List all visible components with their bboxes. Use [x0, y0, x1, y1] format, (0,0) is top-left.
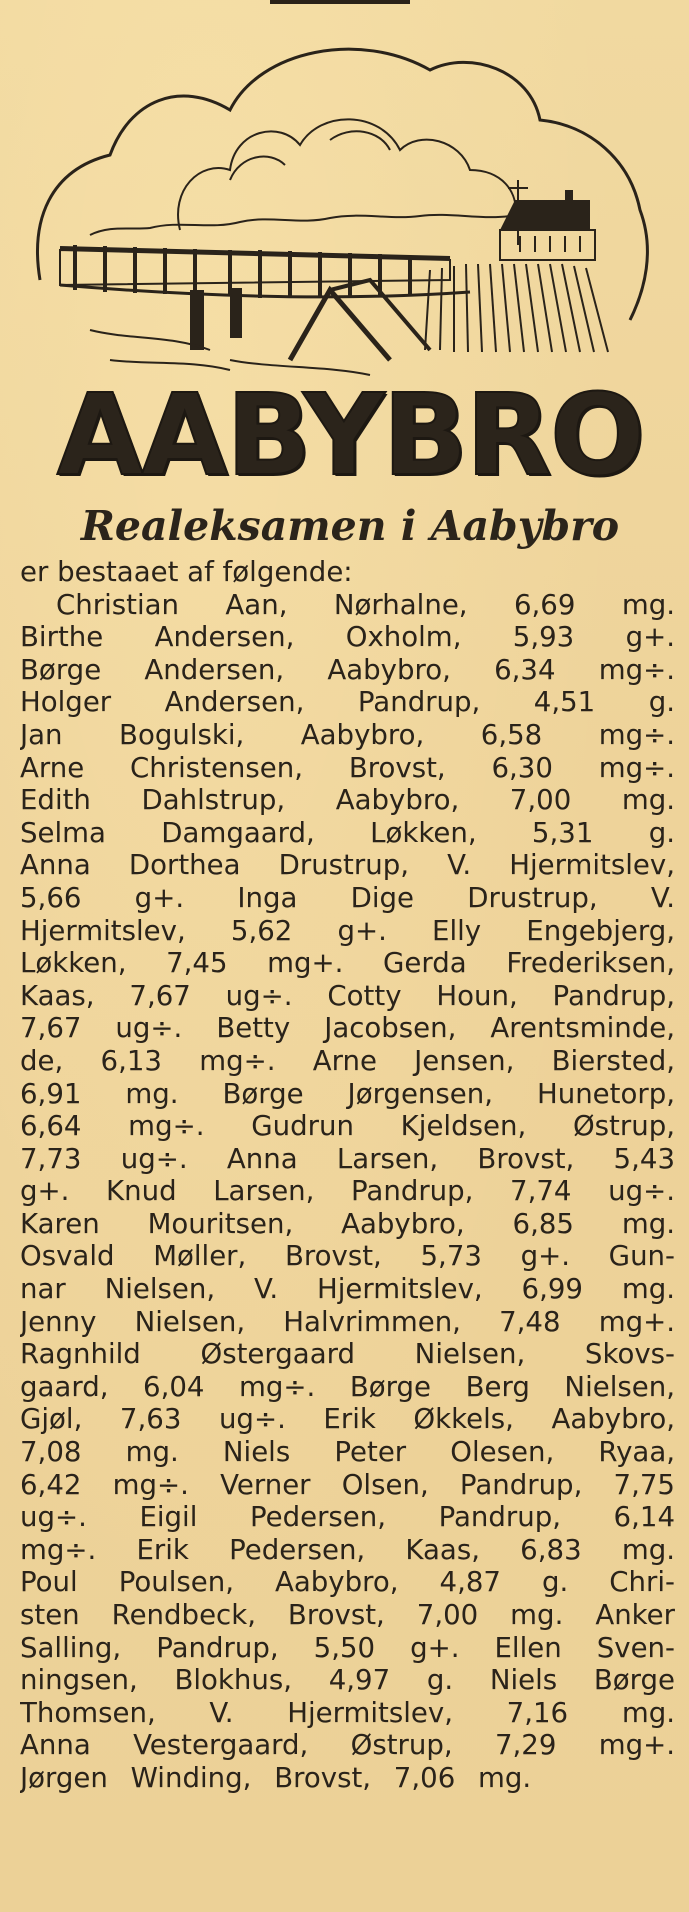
text-line: 7,73 ug÷. Anna Larsen, Brovst, 5,43 — [20, 1142, 675, 1175]
article-intro: er bestaaet af følgende: — [20, 555, 353, 588]
text-line: Edith Dahlstrup, Aabybro, 7,00 mg. — [20, 784, 675, 817]
text-line: de, 6,13 mg÷. Arne Jensen, Biersted, — [20, 1044, 675, 1077]
text-line: Thomsen, V. Hjermitslev, 7,16 mg. — [20, 1696, 675, 1729]
text-line: 7,67 ug÷. Betty Jacobsen, Arentsminde, — [20, 1012, 675, 1045]
text-line: Kaas, 7,67 ug÷. Cotty Houn, Pandrup, — [20, 979, 675, 1012]
text-line: gaard, 6,04 mg÷. Børge Berg Nielsen, — [20, 1370, 675, 1403]
text-line: 6,91 mg. Børge Jørgensen, Hunetorp, — [20, 1077, 675, 1110]
text-line: ug÷. Eigil Pedersen, Pandrup, 6,14 — [20, 1501, 675, 1534]
text-line: Jenny Nielsen, Halvrimmen, 7,48 mg+. — [20, 1305, 675, 1338]
article-body — [20, 556, 675, 1795]
text-line: Birthe Andersen, Oxholm, 5,93 g+. — [20, 621, 675, 654]
text-line: Hjermitslev, 5,62 g+. Elly Engebjerg, — [20, 914, 675, 947]
text-line: Holger Andersen, Pandrup, 4,51 g. — [20, 686, 675, 719]
text-line: Anna Dorthea Drustrup, V. Hjermitslev, — [20, 849, 675, 882]
text-line: Salling, Pandrup, 5,50 g+. Ellen Sven- — [20, 1631, 675, 1664]
text-line: 6,64 mg÷. Gudrun Kjeldsen, Østrup, — [20, 1110, 675, 1143]
bridge-illustration — [30, 30, 670, 400]
text-line: Jan Bogulski, Aabybro, 6,58 mg÷. — [20, 718, 675, 751]
text-line: Gjøl, 7,63 ug÷. Erik Økkels, Aabybro, — [20, 1403, 675, 1436]
article-heading: Realeksamen i Aabybro — [80, 502, 620, 550]
text-line: Karen Mouritsen, Aabybro, 6,85 mg. — [20, 1207, 675, 1240]
text-line: Ragnhild Østergaard Nielsen, Skovs- — [20, 1338, 675, 1371]
text-line: Løkken, 7,45 mg+. Gerda Frederiksen, — [20, 947, 675, 980]
text-line: Anna Vestergaard, Østrup, 7,29 mg+. — [20, 1729, 675, 1762]
text-line: 6,42 mg÷. Verner Olsen, Pandrup, 7,75 — [20, 1468, 675, 1501]
text-line: Børge Andersen, Aabybro, 6,34 mg÷. — [20, 653, 675, 686]
text-line: g+. Knud Larsen, Pandrup, 7,74 ug÷. — [20, 1175, 675, 1208]
text-line: Arne Christensen, Brovst, 6,30 mg÷. — [20, 751, 675, 784]
text-line: 7,08 mg. Niels Peter Olesen, Ryaa, — [20, 1436, 675, 1469]
text-line: nar Nielsen, V. Hjermitslev, 6,99 mg. — [20, 1273, 675, 1306]
text-line: mg÷. Erik Pedersen, Kaas, 6,83 mg. — [20, 1533, 675, 1566]
text-line: Selma Damgaard, Løkken, 5,31 g. — [20, 816, 675, 849]
text-line: Osvald Møller, Brovst, 5,73 g+. Gun- — [20, 1240, 675, 1273]
top-rule — [270, 0, 410, 4]
text-line: ningsen, Blokhus, 4,97 g. Niels Børge — [20, 1664, 675, 1697]
text-line: 5,66 g+. Inga Dige Drustrup, V. — [20, 881, 675, 914]
text-line: Jørgen Winding, Brovst, 7,06 mg. — [20, 1761, 532, 1794]
masthead-title: AABYBRO — [56, 371, 644, 501]
text-line: Poul Poulsen, Aabybro, 4,87 g. Chri- — [20, 1566, 675, 1599]
text-line: Christian Aan, Nørhalne, 6,69 mg. — [56, 588, 675, 621]
text-line: sten Rendbeck, Brovst, 7,00 mg. Anker — [20, 1599, 675, 1631]
